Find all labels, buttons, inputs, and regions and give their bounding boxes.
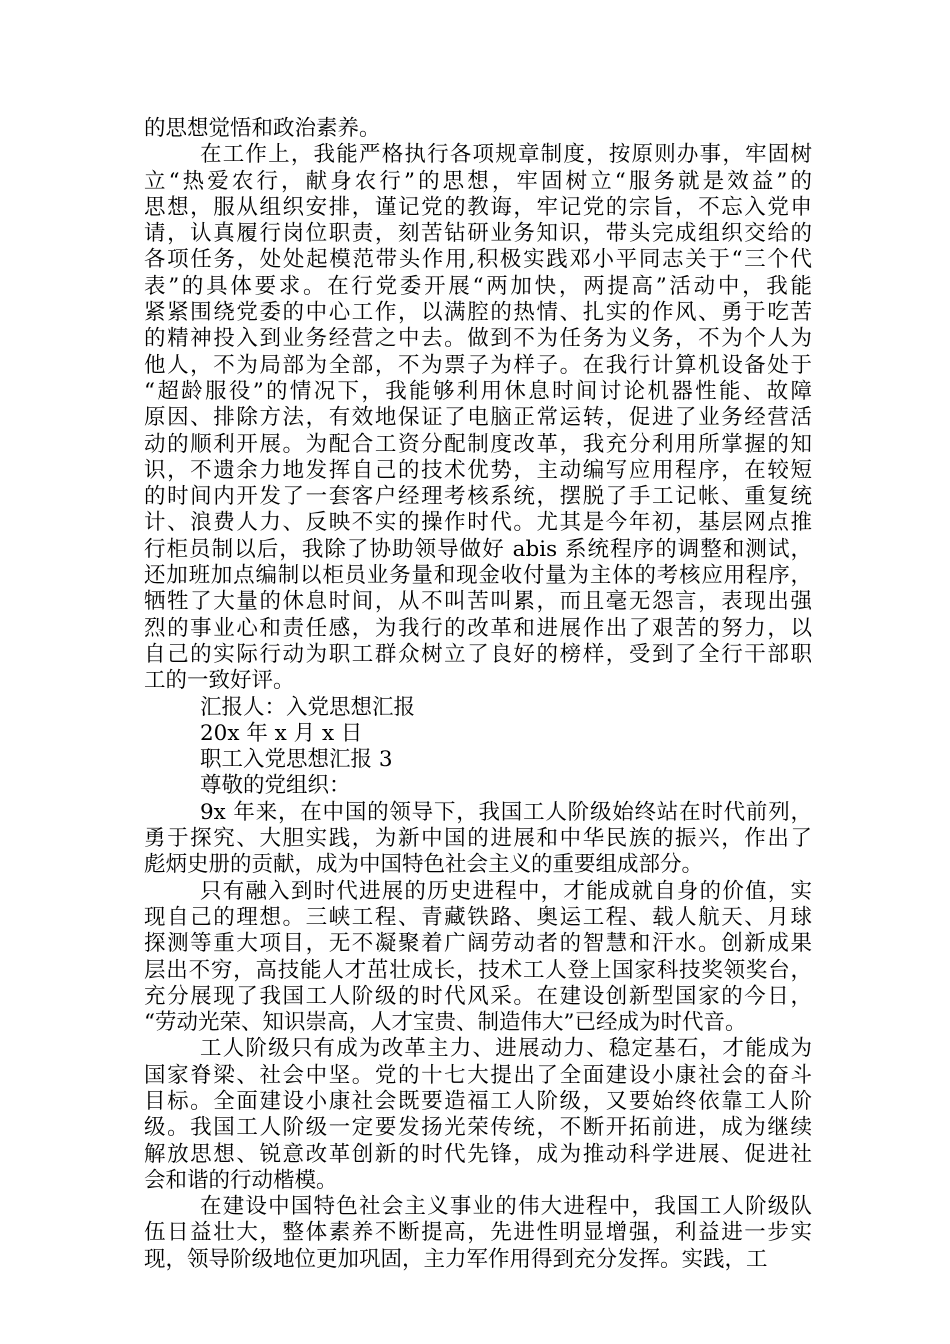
text-line: 立“热爱农行，献身农行”的思想，牢固树立“服务就是效益”的 <box>144 168 812 194</box>
text-line: 探测等重大项目，无不凝聚着广阔劳动者的智慧和汗水。创新成果 <box>144 931 812 957</box>
text-line: 彪炳史册的贡献，成为中国特色社会主义的重要组成部分。 <box>144 852 704 878</box>
text-line: 的精神投入到业务经营之中去。做到不为任务为义务，不为个人为 <box>144 326 812 352</box>
document-page <box>144 116 812 1273</box>
text-line: 烈的事业心和责任感，为我行的改革和进展作出了艰苦的努力，以 <box>144 615 812 641</box>
text-line: “超龄服役”的情况下，我能够利用休息时间讨论机器性能、故障 <box>144 378 812 404</box>
text-line: 他人，不为局部为全部，不为票子为样子。在我行计算机设备处于 <box>144 352 812 378</box>
text-line: 各项任务，处处起模范带头作用,积极实践邓小平同志关于“三个代 <box>144 247 812 273</box>
text-line: 级。我国工人阶级一定要发扬光荣传统，不断开拓前进，成为继续 <box>144 1115 812 1141</box>
paragraph-p2 <box>144 142 812 694</box>
text-line: 汇报人：入党思想汇报 <box>200 694 416 720</box>
paragraph-p10 <box>144 1194 812 1273</box>
paragraph-p5 <box>144 747 812 773</box>
text-line: 工的一致好评。 <box>144 668 295 694</box>
paragraph-p1 <box>144 116 812 142</box>
paragraph-p6 <box>144 773 812 799</box>
text-line: 牺牲了大量的休息时间，从不叫苦叫累，而且毫无怨言，表现出强 <box>144 589 812 615</box>
paragraph-p9 <box>144 1036 812 1194</box>
text-line: 层出不穷，高技能人才茁壮成长，技术工人登上国家科技奖领奖台， <box>144 957 812 983</box>
text-line: 国家脊梁、社会中坚。党的十七大提出了全面建设小康社会的奋斗 <box>144 1062 812 1088</box>
text-line: 伍日益壮大，整体素养不断提高，先进性明显增强，利益进一步实 <box>144 1220 812 1246</box>
paragraph-p3 <box>144 695 812 721</box>
text-line: 解放思想、锐意改革创新的时代先锋，成为推动科学进展、促进社 <box>144 1141 812 1167</box>
text-line: 9x 年来，在中国的领导下，我国工人阶级始终站在时代前列， <box>200 799 812 825</box>
text-line: 动的顺利开展。为配合工资分配制度改革，我充分利用所掌握的知 <box>144 431 812 457</box>
text-line: 自己的实际行动为职工群众树立了良好的榜样，受到了全行干部职 <box>144 641 812 667</box>
text-line: 现自己的理想。三峡工程、青藏铁路、奥运工程、载人航天、月球 <box>144 904 812 930</box>
text-line: 计、浪费人力、反映不实的操作时代。尤其是今年初，基层网点推 <box>144 510 812 536</box>
paragraph-p8 <box>144 879 812 1037</box>
text-line: 尊敬的党组织： <box>200 773 351 799</box>
text-line: 目标。全面建设小康社会既要造福工人阶级，又要始终依靠工人阶 <box>144 1088 812 1114</box>
paragraph-p4 <box>144 721 812 747</box>
text-line: 思想，服从组织安排，谨记党的教诲，牢记党的宗旨，不忘入党申 <box>144 194 812 220</box>
text-line: “劳动光荣、知识崇高，人才宝贵、制造伟大”已经成为时代音。 <box>144 1010 747 1036</box>
text-line: 现，领导阶级地位更加巩固，主力军作用得到充分发挥。实践，工 <box>144 1246 768 1272</box>
text-line: 在建设中国特色社会主义事业的伟大进程中，我国工人阶级队 <box>200 1194 812 1220</box>
text-line: 勇于探究、大胆实践，为新中国的进展和中华民族的振兴，作出了 <box>144 826 812 852</box>
text-line: 表”的具体要求。在行党委开展“两加快，两提高”活动中，我能 <box>144 273 812 299</box>
text-line: 还加班加点编制以柜员业务量和现金收付量为主体的考核应用程序， <box>144 563 812 589</box>
text-line: 原因、排除方法，有效地保证了电脑正常运转，促进了业务经营活 <box>144 405 812 431</box>
text-line: 充分展现了我国工人阶级的时代风采。在建设创新型国家的今日， <box>144 983 812 1009</box>
text-line: 只有融入到时代进展的历史进程中，才能成就自身的价值，实 <box>200 878 812 904</box>
text-line: 识，不遗余力地发挥自己的技术优势，主动编写应用程序，在较短 <box>144 457 812 483</box>
paragraph-p7 <box>144 800 812 879</box>
text-line: 在工作上，我能严格执行各项规章制度，按原则办事，牢固树 <box>200 142 812 168</box>
text-line: 的时间内开发了一套客户经理考核系统，摆脱了手工记帐、重复统 <box>144 484 812 510</box>
text-line: 请，认真履行岗位职责，刻苦钻研业务知识，带头完成组织交给的 <box>144 221 812 247</box>
text-line: 职工入党思想汇报 3 <box>200 747 393 773</box>
text-line: 20x 年 x 月 x 日 <box>200 720 363 746</box>
text-line: 紧紧围绕党委的中心工作，以满腔的热情、扎实的作风、勇于吃苦 <box>144 300 812 326</box>
text-line: 工人阶级只有成为改革主力、进展动力、稳定基石，才能成为 <box>200 1036 812 1062</box>
text-line: 会和谐的行动楷模。 <box>144 1167 338 1193</box>
text-line: 的思想觉悟和政治素养。 <box>144 116 381 141</box>
text-line: 行柜员制以后，我除了协助领导做好 abis 系统程序的调整和测试， <box>144 536 812 562</box>
